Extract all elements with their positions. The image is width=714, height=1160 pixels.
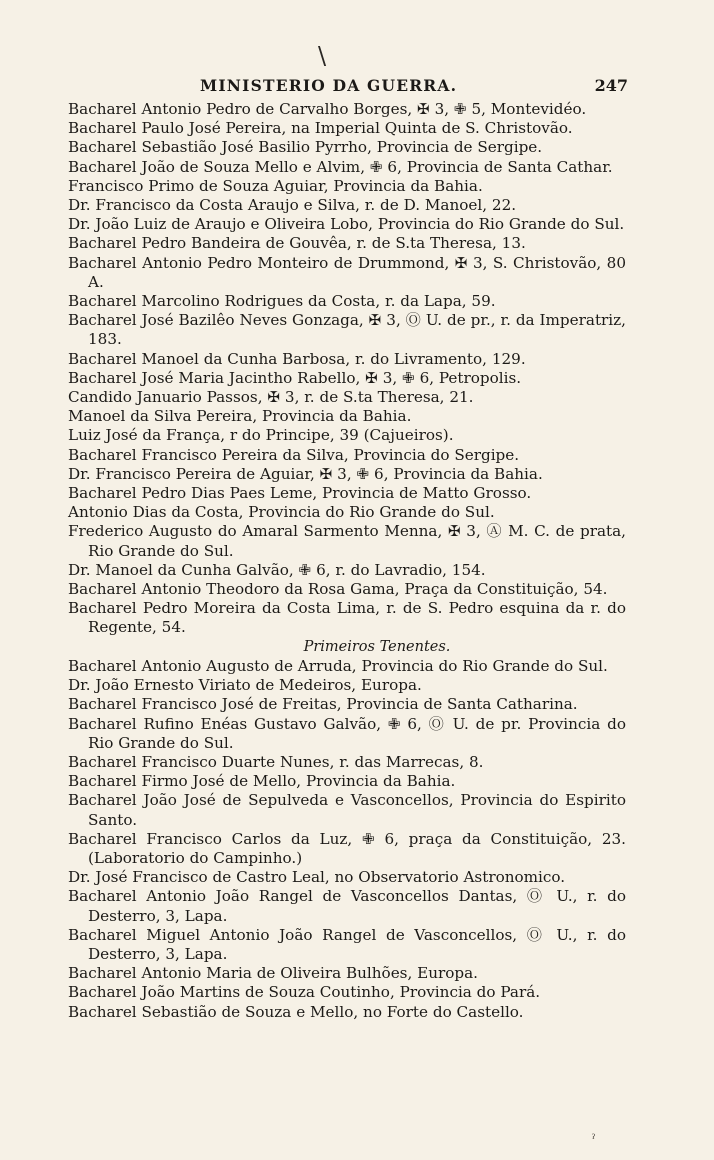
list-item: Dr. João Ernesto Viriato de Medeiros, Europa. (68, 676, 422, 695)
list-item: Bacharel José Maria Jacintho Rabello, ✠ 3, ✙ 6, Petropolis. (68, 368, 522, 387)
list-item: Luiz José da França, r do Principe, 39 (Cajueiros). (68, 426, 454, 445)
list-item: Dr. João Luiz de Araujo e Oliveira Lobo, Provincia do Rio Grande do Sul. (68, 215, 625, 234)
list-item: Antonio Dias da Costa, Provincia do Rio Grande do Sul. (68, 503, 495, 522)
list-item: Dr. José Francisco de Castro Leal, no Observatorio Astronomico. (68, 868, 566, 887)
list-item: Bacharel João Martins de Souza Coutinho, Provincia do Pará. (68, 983, 541, 1002)
list-item: Bacharel Francisco Pereira da Silva, Provincia do Sergipe. (68, 445, 520, 464)
list-item: Bacharel Antonio João Rangel de Vasconcellos Dantas, Ⓞ U., r. do Desterro, 3, Lapa. (68, 887, 626, 925)
list-item: Dr. Francisco da Costa Araujo e Silva, r. de D. Manoel, 22. (68, 196, 517, 215)
list-item: Bacharel Francisco Carlos da Luz, ✙ 6, praça da Constituição, 23. (Laboratorio do Campinho.) (68, 829, 626, 867)
margin-mark: \ (318, 42, 327, 70)
list-item: Frederico Augusto do Amaral Sarmento Menna, ✠ 3, Ⓐ M. C. de prata, Rio Grande do Sul. (68, 522, 626, 560)
entry-list (68, 100, 626, 1022)
list-item: Bacharel Antonio Pedro Monteiro de Drummond, ✠ 3, S. Christovão, 80 A. (68, 253, 626, 291)
list-item: Bacharel Pedro Dias Paes Leme, Provincia de Matto Grosso. (68, 484, 532, 503)
list-item: Bacharel Manoel da Cunha Barbosa, r. do Livramento, 129. (68, 349, 526, 368)
list-item: Bacharel Marcolino Rodrigues da Costa, r. da Lapa, 59. (68, 292, 496, 311)
list-item: Bacharel Antonio Pedro de Carvalho Borges, ✠ 3, ✙ 5, Montevidéo. (68, 100, 587, 118)
list-item: Bacharel Antonio Maria de Oliveira Bulhões, Europa. (68, 964, 479, 983)
list-item: Bacharel Antonio Theodoro da Rosa Gama, Praça da Constituição, 54. (68, 580, 608, 599)
list-item: Dr. Francisco Pereira de Aguiar, ✠ 3, ✙ 6, Provincia da Bahia. (68, 464, 543, 483)
list-item: Bacharel Pedro Moreira da Costa Lima, r. de S. Pedro esquina da r. do Regente, 54. (68, 599, 626, 637)
list-item: Bacharel Antonio Augusto de Arruda, Provincia do Rio Grande do Sul. (68, 656, 608, 675)
list-item: Bacharel Firmo José de Mello, Provincia da Bahia. (68, 772, 456, 791)
section-heading: Primeiros Tenentes. (303, 638, 451, 655)
list-item: Bacharel Francisco Duarte Nunes, r. das Marrecas, 8. (68, 752, 484, 771)
list-item: Bacharel Rufino Enéas Gustavo Galvão, ✙ 6, Ⓞ U. de pr. Provincia do Rio Grande do Sul. (68, 714, 626, 752)
list-item: Bacharel João José de Sepulveda e Vasconcellos, Provincia do Espirito Santo. (68, 791, 626, 829)
page-number: 247 (594, 76, 628, 95)
list-item: Bacharel Miguel Antonio João Rangel de Vasconcellos, Ⓞ U., r. do Desterro, 3, Lapa. (68, 925, 626, 963)
list-item: Bacharel Pedro Bandeira de Gouvêa, r. de S.ta Theresa, 13. (68, 234, 526, 253)
page-title: MINISTERIO DA GUERRA. (200, 76, 458, 95)
list-item: Bacharel João de Souza Mello e Alvim, ✙ 6, Provincia de Santa Cathar. (68, 157, 613, 176)
print-speck-icon: ˀ (592, 1132, 596, 1146)
list-item: Dr. Manoel da Cunha Galvão, ✙ 6, r. do Lavradio, 154. (68, 560, 486, 579)
list-item: Bacharel José Bazilêo Neves Gonzaga, ✠ 3, Ⓞ U. de pr., r. da Imperatriz, 183. (68, 311, 626, 349)
page-header (62, 76, 628, 96)
list-item: Bacharel Paulo José Pereira, na Imperial Quinta de S. Christovão. (68, 119, 573, 138)
list-item: Manoel da Silva Pereira, Provincia da Bahia. (68, 407, 412, 426)
list-item: Bacharel Sebastião José Basilio Pyrrho, Provincia de Sergipe. (68, 138, 543, 157)
list-item: Francisco Primo de Souza Aguiar, Provincia da Bahia. (68, 176, 483, 195)
list-item: Candido Januario Passos, ✠ 3, r. de S.ta Theresa, 21. (68, 388, 474, 407)
list-item: Bacharel Sebastião de Souza e Mello, no Forte do Castello. (68, 1002, 524, 1021)
list-item: Bacharel Francisco José de Freitas, Provincia de Santa Catharina. (68, 695, 578, 714)
